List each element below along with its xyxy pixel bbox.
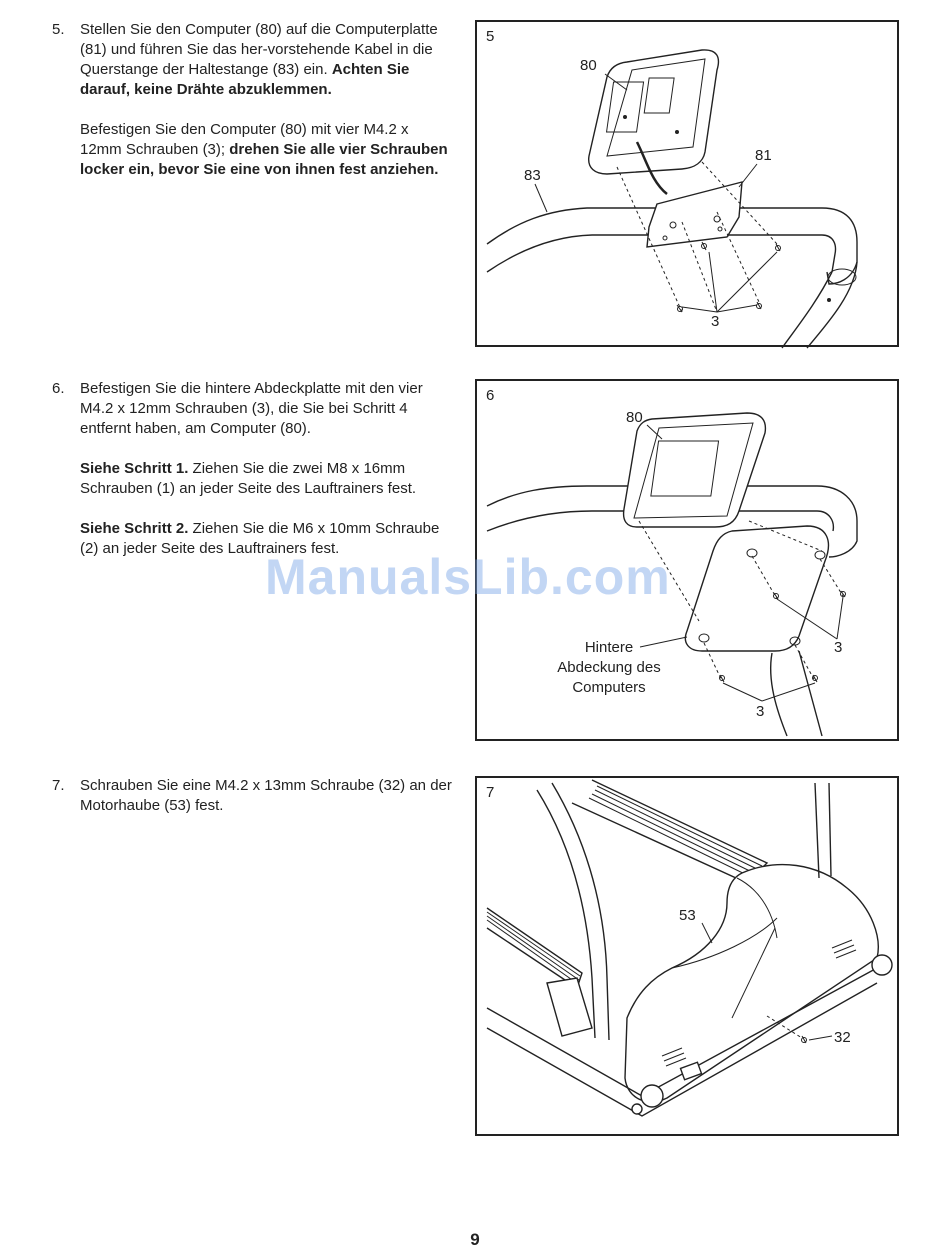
figure-number: 5	[486, 28, 495, 45]
callout-screw: 32	[834, 1029, 851, 1046]
callout-back-cover	[537, 638, 681, 698]
callout-plate: 81	[755, 147, 772, 164]
step-paragraph	[80, 459, 452, 499]
step-paragraph: Schrauben Sie eine M4.2 x 13mm Schraube (32) an der Motorhaube (53) fest.	[80, 777, 452, 814]
step-text: Stellen Sie den Computer (80) auf die Computerplatte (81) und führen Sie das her-vorstehende Kabel in die Querstange der Haltestange (83) ein.	[80, 21, 438, 78]
figure-5	[475, 20, 899, 347]
callout-screws-right: 3	[834, 639, 843, 656]
figure-7-illustration	[477, 778, 901, 1138]
step-warning: drehen Sie alle vier Schrauben locker ein, bevor Sie eine von ihnen fest anziehen.	[80, 141, 448, 178]
callout-screws: 3	[711, 313, 720, 330]
step-paragraph	[80, 20, 452, 100]
callout-line: Abdeckung des	[557, 659, 661, 676]
watermark: ManualsLib.com	[265, 549, 671, 605]
step-number: 5.	[52, 21, 65, 38]
callout-computer: 80	[626, 409, 643, 426]
step-reference: Siehe Schritt 2.	[80, 520, 189, 537]
page-number: 9	[470, 1230, 480, 1249]
step-paragraph	[80, 120, 452, 180]
step-reference: Siehe Schritt 1.	[80, 460, 189, 477]
step-text: Ziehen Sie die M6 x 10mm Schraube (2) an jeder Seite des Lauftrainers fest.	[80, 520, 440, 557]
step-5	[52, 20, 452, 200]
figure-number: 6	[486, 387, 495, 404]
figure-7	[475, 776, 899, 1136]
step-warning: Achten Sie darauf, keine Drähte abzuklemmen.	[80, 61, 410, 98]
step-7	[52, 776, 452, 836]
step-paragraph: Befestigen Sie die hintere Abdeckplatte mit den vier M4.2 x 12mm Schrauben (3), die Sie bei Schritt 4 entfernt haben, am Computer (80).	[80, 380, 423, 437]
callout-line: Computers	[572, 679, 646, 696]
callout-computer: 80	[580, 57, 597, 74]
callout-hood: 53	[679, 907, 696, 924]
figure-number: 7	[486, 784, 495, 801]
step-number: 7.	[52, 777, 65, 794]
callout-line: Hintere	[584, 639, 634, 656]
step-text: Ziehen Sie die zwei M8 x 16mm Schrauben (1) an jeder Seite des Lauftrainers fest.	[80, 460, 417, 497]
step-number: 6.	[52, 380, 65, 397]
callout-screws-bottom: 3	[756, 703, 765, 720]
step-text: Befestigen Sie den Computer (80) mit vier M4.2 x 12mm Schrauben (3);	[80, 121, 409, 158]
callout-crossbar: 83	[524, 167, 541, 184]
